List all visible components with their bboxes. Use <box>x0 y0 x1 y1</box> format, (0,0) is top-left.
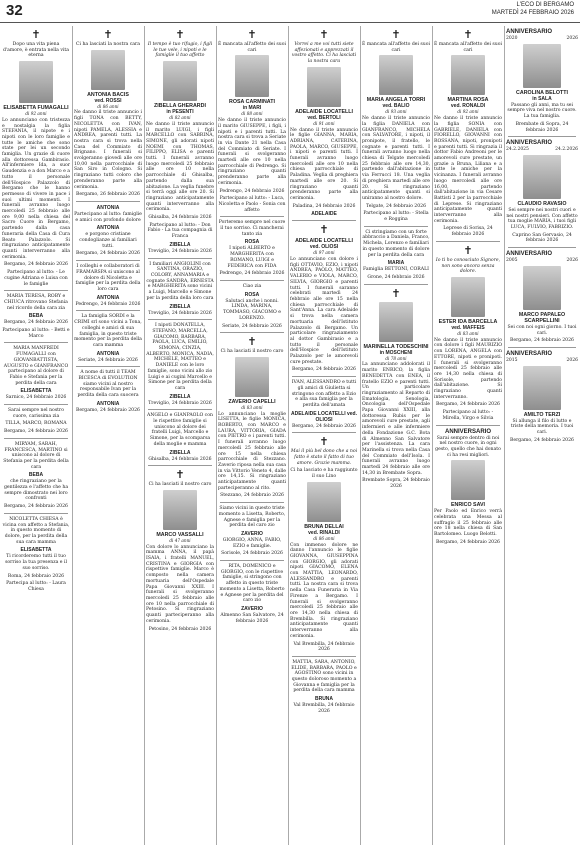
condolence-text: Partecipano al lutto: famiglie e amici con profondo dolore <box>74 211 142 223</box>
anniversary-start: 2015 <box>506 357 518 363</box>
condolence-text: MATTIA, SARA, ANTONIO, ELIDE, BARBARA, PAOLO e AGOSTINO sono vicini in questo doloroso momento a Giovanna e famiglia per la perdita della cara mamma <box>291 659 357 694</box>
anniversary-start: 2005 <box>506 258 518 264</box>
condolence-date: Bergamo, 24 febbraio 2026 <box>76 407 140 413</box>
condolence-name: ROSA <box>244 239 260 246</box>
deceased-name: MARINELLA TODESCHINI <box>363 343 429 350</box>
deceased-married-name: ved. BERTOLI <box>307 114 341 121</box>
notice-date: Bergamo, 24 febbraio 2026 <box>4 262 68 268</box>
deceased-married-name: in MARI <box>242 105 262 112</box>
divider <box>292 432 356 433</box>
deceased-married-name: ved. ROSSI <box>94 97 122 104</box>
anniversary-dates <box>506 36 578 42</box>
divider <box>76 260 140 261</box>
condolence-date: Seriate, 24 febbraio 2026 <box>78 357 138 363</box>
condolence-name: ZAVERIO <box>241 530 263 537</box>
column-2 <box>74 26 142 845</box>
condolence-text: Sarai sempre nel nostro cuore, carissima zia <box>8 408 64 419</box>
notice-date: Bergamo, 24 febbraio 2026 <box>292 367 356 373</box>
notice-date: Pedrengo, 24 febbraio 2026 <box>219 188 285 194</box>
portrait-photo <box>235 357 269 397</box>
deceased-age: di 86 anni <box>97 103 119 109</box>
portrait-photo <box>523 366 561 410</box>
cross-icon: ✝ <box>31 28 41 41</box>
deceased-name: CLAUDIO RAVASIO <box>517 200 567 207</box>
condolence-text: RITA, DOMENICO e GIORGIO, con le rispettive famiglie, si stringono con affetto in questo triste momento a Lisetta, Roberto e Agnese per la perdita del caro zio <box>219 564 285 604</box>
condolence-name: ZIBELLA <box>169 449 191 456</box>
condolence-date: Treviglio, 24 febbraio 2026 <box>148 248 212 254</box>
deceased-married-name: ved. MAFFEIS <box>451 324 485 331</box>
cross-icon: ✝ <box>175 468 185 482</box>
column-6 <box>362 26 430 845</box>
divider <box>292 220 356 221</box>
notice-body: Ne danno il triste annuncio il marito LUIGI, i figli MARCELLO con SABRINA, SIMONE, gli adorati nipoti NOEMI con THOMAS, FILIPPO, ELISA e parenti tutti. I funerali avranno luogo mercoledì 25 febbraio alle ore 10 nella parrocchiale di Ghisalba, partendo dalla sua abitazione. La veglia funebre si terrà oggi alle ore 20. Si ringraziano anticipatamente quanti interverranno alla cerimonia. <box>146 121 214 213</box>
anniversary-end: 2026 <box>566 36 578 41</box>
condolence-text: A nome di tutti il TEAM BICESCA di EVOLUTION siamo vicini al nostro responsabile Ivan per la perdita della cara suocera <box>77 370 139 399</box>
divider <box>220 216 284 217</box>
deceased-name: AMILTO TERZI <box>523 411 561 418</box>
notice-body: Ne danno il triste annuncio il marito GIUSEPPE, i figli, i nipoti e i parenti tutti. La nostra cara si trova a Seriate in via Dante 21 nella Casa del Commiato di Seriate. I funerali si svolgeranno martedì alle ore 10 nella parrocchiale di Pedrengo. Si ringraziano quanti prenderanno parte alla cerimonia. <box>218 118 286 186</box>
deceased-name: ADELAIDE LOCATELLI <box>295 108 353 115</box>
notice-body: Ne danno il triste annuncio con dolore i figli MAURIZIO con LORENA, ANGELA con ETTORE, nipoti e pronipoti. I funerali si svolgeranno mercoledì 25 febbraio alle ore 14,30 nella chiesa di Sorisole, partendo dall'abitazione. Si ringraziano quanti interverranno. <box>434 337 502 400</box>
anniversary-text: Sarai sempre dentro di noi nel nostro cuore, in ogni gesto, quello che hai donato ci ha resi migliori. <box>435 435 501 458</box>
divider <box>76 201 140 202</box>
portrait-photo <box>451 55 485 95</box>
portrait-photo <box>163 61 197 101</box>
condolence-text: I colleghi e collaboratori di FRAMARSPA si uniscono al dolore di Nicoletta e famiglie per la perdita della loro cara <box>75 264 141 292</box>
divider <box>364 284 428 285</box>
condolence-text: Ti ricorderemo tutti il tuo sorriso la tua presenza e il suo sorriso. <box>5 554 67 571</box>
column-divider <box>288 26 289 845</box>
condolence-name: ANTONIA <box>96 204 120 211</box>
divider <box>220 280 284 281</box>
portrait-photo <box>163 490 197 530</box>
notice-date: Caprino San Gervasio, 24 febbraio 2026 <box>512 232 572 244</box>
notice-body: Ne danno il triste annuncio le figlie GIANNA, MARIA, ADRIANA, CATERINA, PAOLA, MARCO, GIUSEPPE, i nipoti e parenti tutti. I funerali avranno luogo mercoledì alle ore 10 nella chiesa parrocchiale di Paladina. Veglia di preghiera martedì alle ore 20. Si ringraziano quanti prenderanno parte alla cerimonia. <box>290 127 358 201</box>
deceased-name: MARIA ANGELA TORRI <box>366 97 426 104</box>
divider <box>292 656 356 657</box>
notice-body: La annunciano addolorati il marito ENRICO, la figlia BENEDETTA con ENEA, il fratello EZIO e parenti tutti. Un particolare ringraziamento al Reparto di Ematologia, Senologia, Oncologia dell'Ospedale Papa Giovanni XXIII, alla dottoressa Rubis per le amorevoli cure prestate, agli infermieri e alle infermiere della Fondazione G.C. Bota di Almenno San Salvatore per l'assistenza. La cara Marinella si trova nella Casa del Commiato dell'Isola. I funerali avranno luogo martedì 24 febbraio alle ore 14,30 in Brembate Sopra. <box>362 362 430 476</box>
condolence-date: Bergamo, 24 febbraio 2026 <box>292 423 356 429</box>
column-1 <box>2 26 70 845</box>
condolence-name: ELISABETTA <box>20 388 52 395</box>
cross-icon: ✝ <box>391 286 401 300</box>
portrait-photo <box>523 266 561 310</box>
condolence-date: Almenno San Salvatore, 24 febbraio 2026 <box>220 613 284 624</box>
deceased-age: di 93 anni <box>385 109 407 115</box>
divider <box>148 258 212 259</box>
condolence-name: ANTONIA <box>96 350 120 357</box>
notice-date: Bergamo, 24 febbraio 2026 <box>510 338 574 344</box>
condolence-name: BEBA <box>28 313 44 320</box>
notice-intro: Ci ha lasciato e ha raggiunto il suo Lino <box>290 468 358 480</box>
condolence-signers: GIORGIO, ANNA, FABIO, EZIO e famiglie. <box>222 537 282 549</box>
condolence-name: ANTONIA <box>96 400 120 407</box>
condolence-text: che ringraziano per la gentilezza e l'affetto che ha sempre dimostrato nei loro confronti <box>3 479 69 502</box>
anniversary-dates <box>506 358 578 364</box>
deceased-name: CAROLINA BELOTTI <box>516 89 568 96</box>
divider <box>292 376 356 377</box>
page-number: 32 <box>6 2 23 19</box>
condolence-name: ADELAIDE <box>311 211 337 218</box>
portrait-photo <box>91 50 125 90</box>
participants: Partecipano al lutto: - Le cugine Adriana e Luisa con le famiglie <box>4 270 68 287</box>
anniversary-heading: ANNIVERSARIO <box>506 29 553 35</box>
cross-icon: ✝ <box>247 335 257 349</box>
cross-icon: ✝ <box>175 28 185 41</box>
anniversary-end: 2026 <box>566 357 578 363</box>
anniversary-heading: ANNIVERSARIO <box>506 350 553 357</box>
condolence-date: Sarnico, 24 febbraio 2026 <box>5 395 67 401</box>
condolence-name: ADELAIDE LOCATELLI ved. OLIOSI <box>290 410 358 423</box>
deceased-age: di 91 anni <box>313 120 335 126</box>
condolence-text: I familiari ANGIOLINI con SANTINA, ORAZIO, COLORY, ANNAMARIA e cognate SANDRA, ERNESTA e MARGHERITA sono vicini a Luigi, Marcello e Simone per la perdita della loro cara <box>146 261 214 301</box>
participants: Partecipano al lutto: - Mirella, Virgo e Silvia <box>442 410 494 421</box>
notice-date: Brembate Sopra, 24 febbraio 2026 <box>362 478 430 490</box>
anniversary-text: Passano gli anni, ma tu sei sempre viva nel nostro cuore. La tua famiglia. <box>507 102 577 120</box>
notice-body: Lo annunciano con dolore i figli OTTAVIO, EZIO, i nipoti ANDREA, PAOLO, MATTEO, VALERIO e VIOLA, MARCO, SILVIA, GIORGIO e parenti tutti. I funerali saranno celebrati martedì 24 febbraio alle ore 15 nella chiesa parrocchiale di Sant'Anna. La cara Adelaide si trova nella camera mortuaria dell'Istituto Palazzolo di Bergamo. Un particolare ringraziamento al dottor Gambirasio e a tutto il personale dell'Hospice dell'Istituto Palazzolo per le amorevoli cure prestate. <box>290 257 358 365</box>
condolence-name: ZIBELLA <box>169 393 191 400</box>
participants: Partecipano al lutto: - Betti e Marco <box>2 328 70 339</box>
condolence-text: Ciao zia <box>242 283 262 289</box>
participants: Partecipa al lutto: - Laura Chiesa <box>6 581 66 592</box>
notice-intro: È mancata all'affetto dei suoi cari <box>362 42 430 53</box>
column-divider <box>360 26 361 845</box>
participants: Partecipano al lutto: - Luca, Nicoletta e Paolo - Sonia con affetto <box>218 196 286 213</box>
notice-date: Bergamo, 24 febbraio 2026 <box>436 539 500 545</box>
notice-body: Con immenso dolore ne danno l'annuncio le figlie GIOVANNA, GIUSEPPINA con GIORGIO, gli adorati nipoti GIACOMO, ELENA con MATTIA, LEONARDO, ALESSANDRO e parenti tutti. La nostra cara si trova nella Casa Funeraria in Via Firenze a Bergamo. I funerali si svolgeranno mercoledì 25 febbraio alle ore 14,30 nella chiesa di Brembilla. Si ringraziano anticipatamente quanti interverranno alla cerimonia. <box>290 542 358 639</box>
cross-icon: ✝ <box>319 435 329 449</box>
cross-icon: ✝ <box>391 28 401 41</box>
condolence-name: ELISABETTA <box>20 547 52 554</box>
column-divider <box>432 26 433 845</box>
cross-icon: ✝ <box>463 243 473 257</box>
notice-intro: Ci ha lasciati il nostro caro <box>220 349 284 355</box>
column-4 <box>218 26 286 845</box>
column-divider <box>72 26 73 845</box>
deceased-married-name: ved. OLIOSI <box>309 244 339 251</box>
notice-body: Ne danno il triste annuncio i figli TONA con BETTY, NICOLETTA con IVAN, nipoti PAMELA, ALESSIA e ANDREA, parenti tutti. La nostra cara si trova nella Casa del Commiato di Brignano. I funerali si svolgeranno giovedì alle ore 10,00 nella parrocchiale di San Siro in Cologno. Si ringraziano tutti coloro che prenderanno parte alla cerimonia. <box>74 110 142 190</box>
anniversary-start: 24.2.2025 <box>506 147 529 153</box>
deceased-name: MARTINA ROSA <box>447 97 489 104</box>
condolence-name: ZAVERIO <box>241 606 263 612</box>
deceased-name: ZAVERIO CAPELLI <box>228 398 276 405</box>
brand-name: L'ECO DI BERGAMO <box>516 2 574 8</box>
condolence-date: Bergamo, 24 febbraio 2026 <box>4 320 68 326</box>
column-8 <box>506 26 578 845</box>
divider <box>220 560 284 561</box>
deceased-name: ADELAIDE LOCATELLI <box>295 238 353 245</box>
deceased-name: ZIBELLA GHERARDI <box>154 103 206 110</box>
deceased-age: di 82 anni <box>169 115 191 121</box>
notice-body: Ne danno il triste annuncio la figlia DANIELA con GIANFRANCO, MICHELA con SALVATORE, i nipoti, il pronipote, il fratello, le cognate e parenti tutti. I funerali avranno luogo nella chiesa di Telgate mercoledì 25 febbraio alle ore 14,30, partendo dall'abitazione in via Ferrucci 18. Una veglia di preghiera martedì alle ore 20. Si ringraziano anticipatamente quanti si uniranno al nostro dolore. <box>362 116 430 201</box>
anniversary-text: Sei con noi ogni giorno. I tuoi cari. <box>507 324 577 336</box>
anniversary-end: 24.2.2026 <box>555 147 578 153</box>
deceased-married-name: in SALA <box>532 95 552 102</box>
anniversary-heading: ANNIVERSARIO <box>506 251 553 258</box>
deceased-age: di 86 anni <box>313 535 335 541</box>
notice-quote: Vorrei a me voi tutti siete affezionati e apprezzati il vostro affetto. Ci ha lasciati la nostra cara <box>291 42 357 65</box>
deceased-married-name: in PESENTI <box>166 109 194 116</box>
deceased-name: ANTONIA BACIS <box>87 91 129 98</box>
condolence-date: Bergamo, 24 febbraio 2026 <box>4 504 68 510</box>
notice-date: Ghisalba, 24 febbraio 2026 <box>148 215 212 221</box>
deceased-married-name: ved. RINALDI <box>308 529 340 536</box>
column-divider <box>504 26 505 845</box>
deceased-name: ELISABETTA FUMAGALLI <box>3 105 69 112</box>
condolence-text: MARIA TERESA, ROBY e CHIUCA ritrovano Stefania nel ricordo della cara zia <box>4 294 68 311</box>
notice-date: Telgate, 24 febbraio 2026 <box>366 203 426 209</box>
condolence-date: Val Brembilla, 24 febbraio 2026 <box>293 703 355 714</box>
notice-body: Ne danno il triste annuncio la figlia SONIA con GABRIELE, DANIELA con FIORELLO, GIOVANNI con ROSSANA, nipoti, pronipoti e parenti tutti. Si ringrazia il dottor Fabio Andreoni per le amorevoli cure prestate, un grazie a Bruna, Liliana e a tutte le amiche per la vicinanza. I funerali avranno luogo mercoledì alle ore 16,00, partendo dall'abitazione in via Cesare Battisti 2 per la parrocchiale di Leprese. Si ringraziano anticipatamente quanti interverranno alla cerimonia. <box>434 116 502 224</box>
divider <box>4 438 68 439</box>
deceased-age: di 88 anni <box>241 111 263 117</box>
condolence-text: IVAN, ALESSANDRO e tutti gli amici di Giulietta si stringono con affetto a Ezio e alla sua famiglia per la perdita dell'amata <box>291 380 357 408</box>
anniversary-dates <box>506 147 578 153</box>
portrait-photo <box>307 482 341 522</box>
condolence-name: BRUNA <box>314 696 334 703</box>
condolence-date: Bergamo, 24 febbraio 2026 <box>4 429 68 435</box>
deceased-age: di 92 anni <box>25 111 47 117</box>
notice-body: Lo annunciano con tristezza e nostalgia la figlia STEFANIA, il nipote e i nipoti con le loro famiglie e tutte le amiche che sono state per lei un secondo famiglia. Un grazie di cuore alla dottoressa Gambirasio. All'infermiere Ida, a suor Gaudenzia e a don Marco e a tutto il personale dell'Hospice Palazzolo di Bergamo che le hanno permesso di vivere in pace i suoi ultimi momenti. I funerali avranno luogo mercoledì 25 febbraio alle ore 9,00 nella chiesa del Sacro Cuore in Bergamo, partendo dalla casa funeraria della Casa di Cura Beato Palazzolo. Si ringraziano anticipatamente quanti interverranno alla cerimonia. <box>2 117 70 260</box>
anniversary-text: Si allunga il filo di lutto e triste della memoria. I tuoi cari. <box>510 418 574 436</box>
condolence-name: ANTONIA <box>96 294 120 301</box>
condolence-signers: Salutaci anche i nonni. LINDA, MARINA, TOMMASO, GIACOMO e LORENZO. <box>223 298 281 321</box>
condolence-date: Sorisole, 24 febbraio 2026 <box>221 551 283 557</box>
notice-date: Petosino, 24 febbraio 2026 <box>148 626 212 632</box>
divider <box>220 502 284 503</box>
column-7 <box>434 26 502 845</box>
notice-date: Leprese di Sorisa, 24 febbraio 2026 <box>443 226 493 238</box>
cross-icon: ✝ <box>463 28 473 41</box>
notice-body: Lo annunciano la moglie LISETTA, le figlie MONICA, ROBERTO, con MARCO e LAURA, VITTORIA, GIADA con PIETRO e i parenti tutti. I funerali avranno luogo mercoledì 25 febbraio alle ore 15 nella chiesa parrocchiale di Stezzano. Zaverio riposa nella sua casa in via Vittorio Veneto 4, dalle ore 14,15. Si ringraziano anticipatamente quanti parteciperanno al rito. <box>218 411 286 491</box>
condolence-name: ANTONIA <box>96 225 120 232</box>
portrait-photo <box>19 61 53 103</box>
cross-icon: ✝ <box>103 28 113 41</box>
notice-date: Paladina, 24 febbraio 2026 <box>292 203 356 209</box>
divider <box>436 425 500 426</box>
deceased-married-name: ved. RONALDI <box>450 103 486 110</box>
notice-date: Bergamo, 26 febbraio 2026 <box>76 192 140 198</box>
portrait-photo <box>307 67 341 107</box>
condolence-date: Seriate, 24 febbraio 2026 <box>222 323 282 329</box>
condolence-signers: Famiglia BETTONI, CORALI <box>363 267 429 273</box>
anniversary-dates <box>506 258 578 264</box>
anniversary-text: Sei sempre nei nostri cuori e nei nostri pensieri. Con affetto tua moglie MARIA, i tuoi figli LUCA, FULVIO, FABRIZIO. <box>506 207 578 231</box>
deceased-age: di 83 anni <box>241 404 263 410</box>
deceased-name: MARCO PAPALEO SCARPELLINI <box>518 311 566 324</box>
condolence-date: Grone, 24 febbraio 2026 <box>367 274 425 280</box>
condolence-text: MIRYAM, SARAH, FRANCESCA, MARTINO si uniscono al dolore di Stefania per la perdita della cara <box>3 441 69 470</box>
condolence-text: I nipoti DONATELLA, STEFANO, MARCELLA, GIACOMO, BARBARA, PAOLA, LUCA, EMILIO, SIMONA, CINZIA, ALBERTO, MONICA, NADIA, MICHELE, MATTEO e DANIELE con le loro famiglie, sono vicini allo zio Luigi e ai cugini Marcello e Simone per la perdita della cara <box>146 323 214 391</box>
notice-intro: Ci ha lasciati il nostro caro <box>148 482 212 488</box>
divider <box>4 342 68 343</box>
condolence-name: BEBA <box>28 472 44 479</box>
divider <box>4 290 68 291</box>
divider <box>508 347 576 348</box>
condolence-text: Ci stringiamo con un forte abbraccio a Daniela, Franco, Michela, Lorenzo e familiari in questo momento di dolore per la perdita della cara <box>362 229 430 258</box>
condolence-signers: I nipoti ALBERTO e MARGHERITA con ROMANO, LUIGI e FEDERICA con FIDA <box>227 246 277 269</box>
deceased-name: ROSA CARMINATI <box>229 99 275 106</box>
condolence-date: Treviglio, 24 febbraio 2026 <box>148 400 212 406</box>
deceased-age: di 78 anni <box>385 355 407 361</box>
condolence-date: Pedrengo, 24 febbraio 2026 <box>219 271 285 277</box>
notice-quote: Io ti ho conosciuto Signore, non sono ancora senza dolore. <box>435 257 501 275</box>
condolence-text: NICOLETTA CHIESA è vicina con affetto a Stefania, in questo momento di dolore, per la perdita della sua cara mamma <box>2 516 70 545</box>
portrait-photo <box>523 44 561 88</box>
participants: Partecipano al lutto: - Stella e Roggina <box>363 211 429 223</box>
notice-date: Val Brembilla, 24 febbraio 2026 <box>293 641 355 653</box>
divider <box>4 513 68 514</box>
condolence-date: Ghisalba, 24 febbraio 2026 <box>148 456 212 462</box>
column-3 <box>146 26 214 845</box>
deceased-age: di 83 anni <box>457 330 479 336</box>
anniversary-heading: ANNIVERSARIO <box>506 140 553 147</box>
condolence-date: Bergamo, 24 febbraio 2026 <box>76 251 140 257</box>
deceased-married-name: ved. BALIO <box>382 103 410 110</box>
condolence-date: Treviglio, 24 febbraio 2026 <box>148 310 212 316</box>
masthead <box>492 1 574 17</box>
condolence-text: Porteremo sempre nel cuore il tuo sorriso. Ci mancherai tanto zia <box>218 220 286 237</box>
portrait-photo <box>451 460 485 500</box>
divider <box>508 136 576 137</box>
anniversary-heading: ANNIVERSARIO <box>444 428 491 435</box>
condolence-text: Siamo vicini in questo triste momento a Lisetta, Roberto, Agnese e famiglia per la perdita del caro zio <box>218 506 286 529</box>
column-5 <box>290 26 358 845</box>
divider <box>76 310 140 311</box>
condolence-date: Roma, 24 febbraio 2026 <box>7 573 65 579</box>
cross-icon: ✝ <box>319 223 329 237</box>
divider <box>148 409 212 410</box>
notice-intro: Ci ha lasciati la nostra cara <box>76 42 140 47</box>
divider <box>4 404 68 405</box>
anniversary-details: Per Paolo ed Enrico verrà celebrata una Messa al suffragio il 25 febbraio alle ore 18 nella chiesa di San Bartolomeo. Luogo Belotti. <box>434 509 502 538</box>
notice-date: Bergamo, 24 febbraio 2026 <box>510 437 574 443</box>
cross-icon: ✝ <box>247 28 257 41</box>
condolence-name: ZIBELLA <box>169 303 191 310</box>
deceased-name: ENRICO SAVI <box>450 502 486 509</box>
condolence-name: ZIBELLA <box>169 241 191 248</box>
column-divider <box>144 26 145 845</box>
condolence-signers: TILLA, MARCO, ROMANA <box>5 421 67 427</box>
notice-quote: Mai il più bel dono che a noi fatto è stato il fatto di tuo amore. Grazie mamma. <box>290 449 358 466</box>
notice-intro: È mancata all'affetto dei suoi cari <box>218 42 286 53</box>
divider <box>508 247 576 248</box>
cross-icon: ✝ <box>319 28 329 41</box>
portrait-photo <box>451 277 485 317</box>
condolence-text: e porgono cristiane condoglianze ai familiari tutti. <box>79 232 137 249</box>
notice-date: Brembate di Sopra, 24 febbraio 2026 <box>515 121 569 133</box>
portrait-photo <box>235 55 269 97</box>
deceased-name: BRUNA DELLAI <box>304 523 344 530</box>
notice-quote: Il tempo è tuo rifugio, i figli le tue vele, i nipoti e le famiglie il tuo affetto <box>147 42 213 59</box>
deceased-age: di 47 anni <box>169 537 191 543</box>
deceased-married-name: in MOSCHENI <box>379 349 413 356</box>
divider <box>364 226 428 227</box>
notice-date: Stezzano, 24 febbraio 2026 <box>220 493 284 499</box>
deceased-name: ESTER IDA BARCELLA <box>438 318 498 325</box>
column-divider <box>216 26 217 845</box>
page-header <box>0 0 580 23</box>
anniversary-end: 2026 <box>566 258 578 264</box>
condolence-date: Pedrengo, 24 febbraio 2026 <box>75 301 141 307</box>
notice-intro: È mancata all'affetto dei suoi cari <box>434 42 502 53</box>
deceased-name: MARCO VASSALLI <box>156 531 204 538</box>
condolence-text: MARIA MANFREDI FUMAGALLI con GIOVANBATTISTA, AUGUSTO e GIANFRANCO partecipano al dolore di Fabio e Stefania per la perdita della cara <box>3 346 69 386</box>
issue-date: MARTEDÌ 24 FEBBRAIO 2026 <box>491 10 574 16</box>
condolence-text: La famiglia SORDI e la CRIMI srl sono vicini a Tona, colleghi e amici di sua famiglia, in questo triste momento per la perdita della cara mamma <box>74 314 142 348</box>
divider <box>148 319 212 320</box>
portrait-photo <box>379 55 413 95</box>
deceased-age: di 92 anni <box>457 109 479 115</box>
divider <box>220 332 284 333</box>
condolence-text: ANGELO e GIANPAOLO con le rispettive famiglie si uniscono al dolore dei fratelli Luigi, Marcello e Simone, per la scomparsa della moglie e mamma <box>147 413 213 447</box>
notice-body: Con dolore lo annunciano la mamma ANNA, il papà ISAIA, i fratelli MANUEL, CRISTINA e GIORGIA con rispettive famiglie. Marco è composto nella camera mortuaria dell'Ospedale Papa Giovanni XXIII. I funerali si svolgeranno mercoledì 25 febbraio alle ore 10 nella parrocchiale di Petosino. Si ringraziano quanti parteciperanno alla cerimonia. <box>146 544 214 624</box>
condolence-name: MARIA <box>387 260 405 267</box>
participants: Partecipano al lutto: - Don Fabio - La tua compagnia di Franca <box>147 222 213 240</box>
notice-intro: Dopo una vita piena d'amore, è entrata nella vita eterna <box>2 42 70 59</box>
divider <box>148 465 212 466</box>
condolence-name: ROSA <box>244 291 260 298</box>
portrait-photo <box>379 302 413 342</box>
anniversary-start: 2020 <box>506 36 518 41</box>
divider <box>76 366 140 367</box>
notice-date: Bergamo, 24 febbraio 2026 <box>436 402 500 408</box>
deceased-age: di 97 anni <box>313 250 335 256</box>
portrait-photo <box>523 155 561 199</box>
divider <box>436 241 500 242</box>
